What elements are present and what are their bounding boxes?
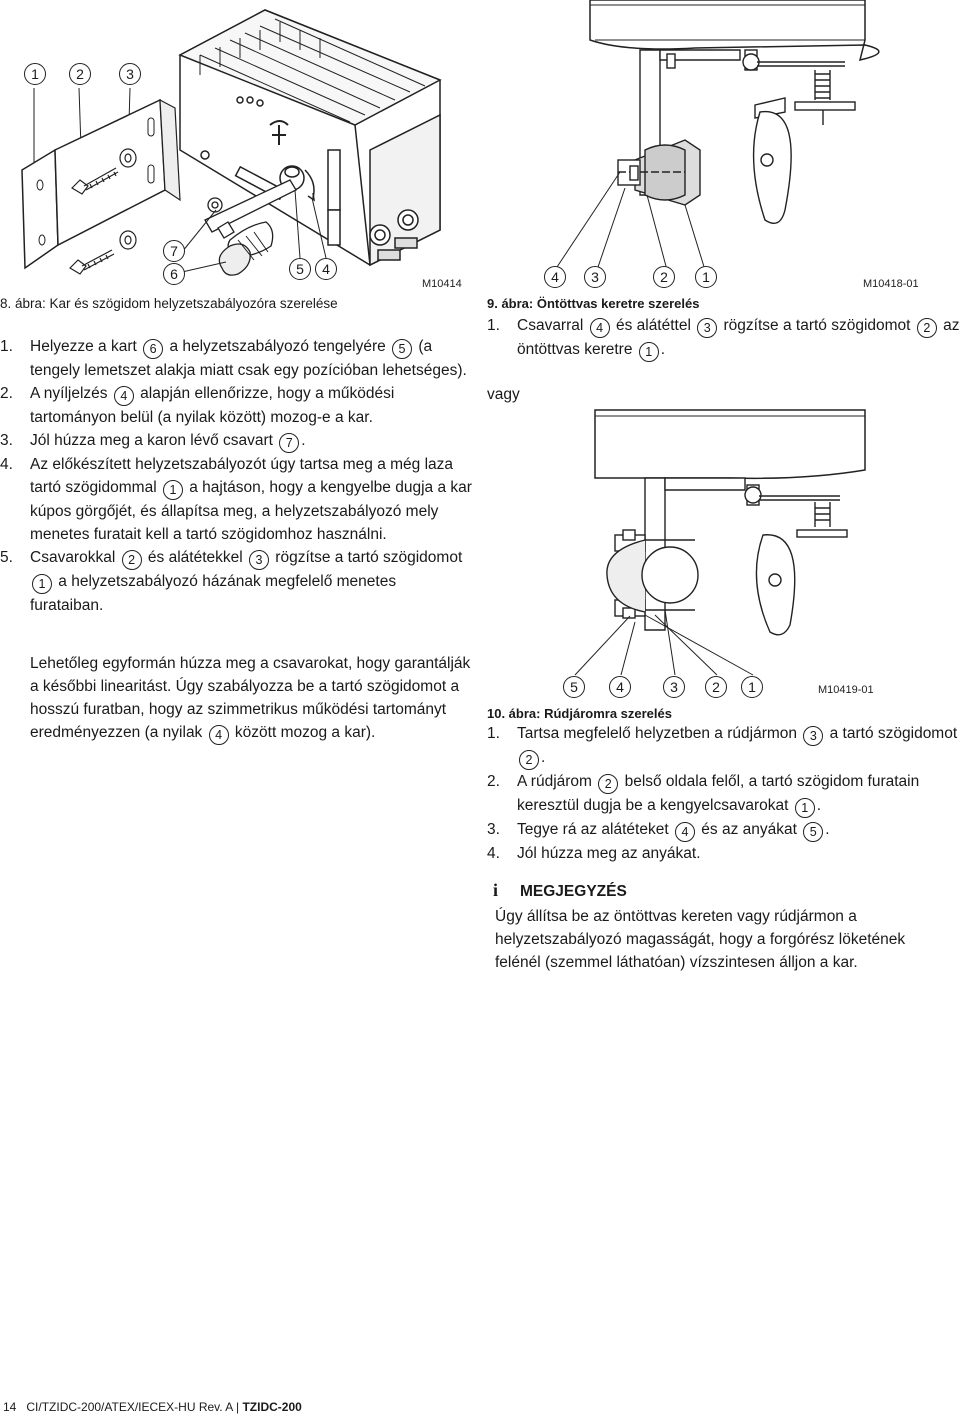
step-text: (a tengely lemetszet alakja miatt csak egy pozícióban lehetséges). [30, 338, 467, 379]
step-text: a hajtáson, hogy a kengyelbe dugja a kar kúpos görgőjét, és állapítsa meg, a helyzetszabályozó mely menetes furatait kell a tartó szögidomhoz használni. [30, 479, 472, 543]
fig10-callout-2: 2 [705, 676, 727, 698]
step-body [517, 842, 960, 865]
inline-callout: 4 [209, 725, 229, 745]
step-text: a helyzetszabályozó házának megfelelő menetes furataiban. [30, 573, 397, 614]
step-item [0, 429, 472, 453]
document-id: CI/TZIDC-200/ATEX/IECEX-HU Rev. A [26, 1400, 233, 1414]
step-number: 4. [0, 456, 13, 473]
step-number: 1. [487, 317, 500, 334]
step-item [0, 453, 472, 546]
callout-4: 4 [315, 258, 337, 280]
inline-callout: 2 [598, 774, 618, 794]
step-number: 3. [0, 432, 13, 449]
step-body [517, 314, 960, 362]
step-text: A rúdjárom [517, 773, 597, 790]
step-text: belső oldala felől, a tartó szögidom furatain keresztül dugja be a kengyelcsavarokat [517, 773, 920, 814]
step-text: A nyíljelzés [30, 385, 112, 402]
step-text: rögzítse a tartó szögidomot [271, 549, 463, 566]
left-instructions [0, 335, 472, 617]
step-text: . [816, 797, 822, 814]
step-text: és az anyákat [696, 821, 802, 838]
step-number: 4. [487, 845, 500, 862]
step-text: Tegye rá az alátéteket [517, 821, 673, 838]
step-item [487, 314, 960, 362]
step-text: Jól húzza meg a karon lévő csavart [30, 432, 278, 449]
figure-8 [0, 0, 470, 295]
step-text: . [660, 341, 666, 358]
figure-10-drawing [485, 400, 960, 700]
step-item [487, 818, 960, 842]
inline-callout: 7 [279, 433, 299, 453]
note-text: Úgy állítsa be az öntöttvas kereten vagy rúdjármon a helyzetszabályozó magasságát, hogy a forgórész löketének felénél (szemmel láthatóan) vízszintesen álljon a kar. [495, 908, 906, 971]
figure-9 [485, 0, 960, 292]
step-number: 1. [487, 725, 500, 742]
step-body [517, 818, 960, 842]
callout-1: 1 [24, 63, 46, 85]
step-body [30, 453, 472, 546]
step-body [30, 382, 472, 429]
inline-callout: 4 [675, 822, 695, 842]
step-number: 1. [0, 338, 13, 355]
fig10-callout-3: 3 [663, 676, 685, 698]
figure-10-caption: 10. ábra: Rúdjáromra szerelés [487, 706, 672, 721]
step-item [0, 382, 472, 429]
step-text: Lehetőleg egyformán húzza meg a csavarokat, hogy garantálják a későbbi linearitást. Úgy szabályozza be a tartó szögidomot a hosszú furatban, hogy az szimmetrikus működési tartományt eredményezzen (a nyilak [30, 655, 471, 741]
figure-code: M10418-01 [863, 278, 919, 290]
fig9-instructions [487, 314, 960, 362]
note-heading: MEGJEGYZÉS [520, 883, 627, 900]
fig9-callout-3: 3 [584, 266, 606, 288]
step-body [30, 429, 472, 453]
callout-3: 3 [119, 63, 141, 85]
fig10-callout-1: 1 [741, 676, 763, 698]
left-paragraph [30, 652, 472, 745]
callout-6: 6 [163, 263, 185, 285]
page-footer [3, 1400, 302, 1414]
inline-callout: 5 [803, 822, 823, 842]
step-body [30, 546, 472, 617]
step-text: . [541, 749, 546, 766]
step-item [487, 722, 960, 770]
step-number: 2. [487, 773, 500, 790]
callout-7: 7 [163, 240, 185, 262]
step-item [0, 546, 472, 617]
step-item [487, 770, 960, 818]
inline-callout: 1 [32, 574, 52, 594]
step-text: . [301, 432, 306, 449]
step-text: és alátéttel [611, 317, 696, 334]
footer-separator: | [236, 1400, 240, 1414]
step-text: Tartsa megfelelő helyzetben a rúdjármon [517, 725, 802, 742]
info-icon: i [493, 880, 499, 900]
callout-2: 2 [69, 63, 91, 85]
figure-8-drawing [0, 0, 470, 295]
step-item [487, 842, 960, 865]
step-body [30, 335, 472, 382]
inline-callout: 1 [795, 798, 815, 818]
or-separator: vagy [487, 386, 520, 403]
step-text: Helyezze a kart [30, 338, 142, 355]
step-text: Csavarokkal [30, 549, 120, 566]
fig10-callout-5: 5 [563, 676, 585, 698]
page-number: 14 [3, 1400, 17, 1414]
figure-10 [485, 400, 960, 700]
step-text: a tartó szögidomot [825, 725, 958, 742]
step-text: Csavarral [517, 317, 588, 334]
inline-callout: 3 [803, 726, 823, 746]
step-number: 5. [0, 549, 13, 566]
inline-callout: 1 [639, 342, 659, 362]
step-item [0, 335, 472, 382]
figure-9-caption: 9. ábra: Öntöttvas keretre szerelés [487, 296, 700, 311]
fig9-callout-4: 4 [544, 266, 566, 288]
figure-code: M10419-01 [818, 684, 874, 696]
callout-5: 5 [289, 258, 311, 280]
step-text: alapján ellenőrizze, hogy a működési tartományon belül (a nyilak között) mozog-e a kar. [30, 385, 395, 426]
inline-callout: 4 [114, 386, 134, 406]
inline-callout: 6 [143, 339, 163, 359]
inline-callout: 3 [249, 550, 269, 570]
step-text: Az előkészített helyzetszabályozót úgy tartsa meg a még laza tartó szögidommal [30, 456, 454, 496]
fig9-callout-1: 1 [695, 266, 717, 288]
step-text: az öntöttvas keretre [517, 317, 960, 358]
inline-callout: 2 [519, 750, 539, 770]
figure-9-drawing [485, 0, 960, 292]
inline-callout: 4 [590, 318, 610, 338]
step-number: 2. [0, 385, 13, 402]
step-text: Jól húzza meg az anyákat. [517, 845, 701, 862]
inline-callout: 5 [392, 339, 412, 359]
step-text: között mozog a kar). [230, 724, 376, 741]
step-text: a helyzetszabályozó tengelyére [165, 338, 391, 355]
inline-callout: 2 [122, 550, 142, 570]
step-text: és alátétekkel [143, 549, 247, 566]
step-body [517, 770, 960, 818]
step-text: . [825, 821, 830, 838]
fig10-callout-4: 4 [609, 676, 631, 698]
fig10-instructions [487, 722, 960, 865]
fig9-callout-2: 2 [653, 266, 675, 288]
figure-8-caption: 8. ábra: Kar és szögidom helyzetszabályozóra szerelése [0, 296, 338, 311]
inline-callout: 2 [917, 318, 937, 338]
step-body [517, 722, 960, 770]
figure-code: M10414 [422, 278, 462, 290]
product-name: TZIDC-200 [242, 1400, 302, 1414]
step-text: rögzítse a tartó szögidomot [719, 317, 915, 334]
inline-callout: 3 [697, 318, 717, 338]
inline-callout: 1 [163, 480, 183, 500]
step-number: 3. [487, 821, 500, 838]
